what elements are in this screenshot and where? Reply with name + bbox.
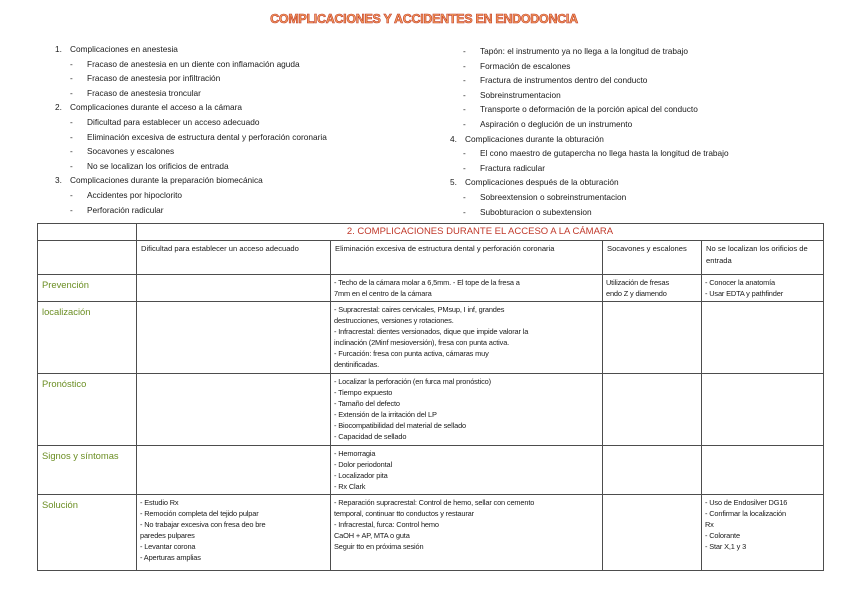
row-label: Signos y síntomas xyxy=(38,446,137,495)
cell-line: - Infracrestal: dientes versionados, dique que impide valorar la xyxy=(334,327,529,336)
table-cell xyxy=(137,495,331,571)
table-header-row xyxy=(38,241,824,275)
item-label: Accidentes por hipoclorito xyxy=(87,189,183,200)
cell-line: - Colorante xyxy=(705,531,740,540)
cell-line: dentinificadas. xyxy=(334,360,379,369)
cell-line: - Remoción completa del tejido pulpar xyxy=(140,509,259,518)
table-row xyxy=(38,275,824,302)
table-cell xyxy=(702,374,824,446)
cell-line: - Estudio Rx xyxy=(140,498,179,507)
item-label: Dificultad para establecer un acceso adecuado xyxy=(87,116,260,127)
bullet-dash: - xyxy=(463,75,466,86)
cell-line: - Localizar la perforación (en furca mal pronóstico) xyxy=(334,377,491,386)
section-number: 4. xyxy=(450,133,457,144)
item-label: Formación de escalones xyxy=(480,60,571,71)
outline-section xyxy=(50,100,327,115)
cell-line: - Techo de la cámara molar a 6,5mm. - El tope de la fresa a xyxy=(334,278,520,287)
cell-line: inclinación (2Minf mesioversión), fresa con punta activa. xyxy=(334,338,510,347)
outline-item xyxy=(445,146,729,161)
bullet-dash: - xyxy=(70,160,73,171)
outline-section xyxy=(50,42,327,57)
cell-line: - Supracrestal: caires cervicales, PMsup, I inf, grandes xyxy=(334,305,505,314)
outline-item xyxy=(50,115,327,130)
table-cell xyxy=(702,495,824,571)
table-cell xyxy=(603,302,702,374)
table-title: 2. COMPLICACIONES DURANTE EL ACCESO A LA CÁMARA xyxy=(137,224,824,241)
table-cell xyxy=(603,374,702,446)
outline-item xyxy=(50,86,327,101)
cell-line: destrucciones, versiones y rotaciones. xyxy=(334,316,454,325)
outline-item xyxy=(50,144,327,159)
cell-line: - Reparación supracrestal: Control de hemo, sellar con cemento xyxy=(334,498,535,507)
bullet-dash: - xyxy=(70,73,73,84)
section-label: Complicaciones durante el acceso a la cámara xyxy=(70,102,243,113)
item-label: Fracaso de anestesia por infiltración xyxy=(87,73,221,84)
bullet-dash: - xyxy=(70,204,73,215)
table-corner xyxy=(38,224,137,241)
table-cell xyxy=(137,275,331,302)
outline-item xyxy=(50,57,327,72)
cell-line: - Conocer la anatomía xyxy=(705,278,775,287)
cell-line: - Rx Clark xyxy=(334,482,366,491)
table-cell xyxy=(603,446,702,495)
cell-line: CaOH + AP, MTA o guta xyxy=(334,531,410,540)
outline-item xyxy=(445,59,729,74)
outline-item xyxy=(445,117,729,132)
item-label: Fracaso de anestesia troncular xyxy=(87,87,201,98)
bullet-dash: - xyxy=(463,89,466,100)
item-label: Subobturacion o subextension xyxy=(480,206,592,217)
outline-item xyxy=(445,190,729,205)
header-dificultad: Dificultad para establecer un acceso adecuado xyxy=(137,241,331,275)
table-cell xyxy=(137,446,331,495)
section-label: Complicaciones en anestesia xyxy=(70,44,178,54)
bullet-dash: - xyxy=(463,148,466,159)
header-orificios: No se localizan los orificios de entrada xyxy=(702,241,824,275)
cell-line: temporal, continuar tto conductos y restaurar xyxy=(334,509,474,518)
table-row xyxy=(38,302,824,374)
header-corner xyxy=(38,241,137,275)
outline-left xyxy=(50,42,327,217)
cell-line: Rx xyxy=(705,520,714,529)
item-label: Fracaso de anestesia en un diente con inflamación aguda xyxy=(87,58,300,69)
section-label: Complicaciones durante la preparación biomecánica xyxy=(70,175,263,186)
item-label: Fractura de instrumentos dentro del conducto xyxy=(480,75,648,86)
outline-item xyxy=(445,161,729,176)
item-label: Fractura radicular xyxy=(480,162,546,173)
table-cell xyxy=(702,302,824,374)
bullet-dash: - xyxy=(463,118,466,129)
item-label: Eliminación excesiva de estructura dental y perforación coronaria xyxy=(87,131,327,142)
cell-line: - Tiempo expuesto xyxy=(334,388,393,397)
outline-section xyxy=(445,132,729,147)
outline-right xyxy=(445,44,729,219)
item-label: Sobreextension o sobreinstrumentacion xyxy=(480,191,627,202)
item-label: El cono maestro de gutapercha no llega hasta la longitud de trabajo xyxy=(480,148,729,159)
cell-line: - Uso de Endosilver DG16 xyxy=(705,498,788,507)
cell-line: Seguir tto en próxima sesión xyxy=(334,542,424,551)
table-cell xyxy=(331,495,603,571)
item-label: Aspiración o deglución de un instrumento xyxy=(480,118,633,129)
table-row xyxy=(38,495,824,571)
section-label: Complicaciones durante la obturación xyxy=(465,133,604,144)
table-cell xyxy=(331,374,603,446)
item-label: Transporte o deformación de la porción apical del conducto xyxy=(480,104,698,115)
bullet-dash: - xyxy=(70,131,73,142)
table-cell xyxy=(331,446,603,495)
item-label: No se localizan los orificios de entrada xyxy=(87,160,229,171)
cell-line: Utilización de fresas xyxy=(606,278,669,287)
cell-line: - Confirmar la localización xyxy=(705,509,786,518)
header-eliminacion: Eliminación excesiva de estructura dental y perforación coronaria xyxy=(331,241,603,275)
outline-item xyxy=(445,88,729,103)
section-number: 3. xyxy=(55,175,62,186)
bullet-dash: - xyxy=(463,46,466,56)
bullet-dash: - xyxy=(70,87,73,98)
table-cell xyxy=(603,275,702,302)
table-title-row xyxy=(38,224,824,241)
bullet-dash: - xyxy=(70,189,73,200)
cell-line: - Levantar corona xyxy=(140,542,196,551)
cell-line: - Infracrestal, furca: Control hemo xyxy=(334,520,439,529)
table-cell xyxy=(137,302,331,374)
table-row xyxy=(38,446,824,495)
outline-section xyxy=(445,175,729,190)
bullet-dash: - xyxy=(463,191,466,202)
cell-line: - Dolor periodontal xyxy=(334,460,392,469)
cell-line: - Aperturas amplias xyxy=(140,553,201,562)
bullet-dash: - xyxy=(463,60,466,71)
item-label: Socavones y escalones xyxy=(87,146,175,157)
table-cell xyxy=(137,374,331,446)
row-label: Pronóstico xyxy=(38,374,137,446)
cell-line: paredes pulpares xyxy=(140,531,195,540)
cell-line: - Capacidad de sellado xyxy=(334,432,407,441)
header-socavones: Socavones y escalones xyxy=(603,241,702,275)
cell-line: - Star X,1 y 3 xyxy=(705,542,747,551)
page-title: COMPLICACIONES Y ACCIDENTES EN ENDODONCIA xyxy=(270,12,578,26)
cell-line: 7mm en el centro de la cámara xyxy=(334,289,432,298)
bullet-dash: - xyxy=(70,58,73,69)
table-cell xyxy=(331,275,603,302)
table-cell xyxy=(331,302,603,374)
outline-item xyxy=(50,203,327,218)
item-label: Tapón: el instrumento ya no llega a la longitud de trabajo xyxy=(480,46,689,56)
bullet-dash: - xyxy=(463,104,466,115)
table-cell xyxy=(702,275,824,302)
outline-item xyxy=(50,159,327,174)
cell-line: - Extensión de la irritación del LP xyxy=(334,410,437,419)
row-label: Prevención xyxy=(38,275,137,302)
section-label: Complicaciones después de la obturación xyxy=(465,177,619,188)
bullet-dash: - xyxy=(70,146,73,157)
outline-item xyxy=(50,71,327,86)
section-number: 2. xyxy=(55,102,62,113)
section-number: 1. xyxy=(55,44,62,54)
table-row xyxy=(38,374,824,446)
cell-line: - Biocompatibilidad del material de sellado xyxy=(334,421,466,430)
outline-item xyxy=(445,73,729,88)
outline-section xyxy=(50,173,327,188)
row-label: localización xyxy=(38,302,137,374)
bullet-dash: - xyxy=(70,116,73,127)
outline-item xyxy=(445,205,729,220)
section-number: 5. xyxy=(450,177,457,188)
cell-line: - No trabajar excesiva con fresa deo bre xyxy=(140,520,266,529)
cell-line: - Hemorragia xyxy=(334,449,376,458)
outline-item xyxy=(445,102,729,117)
cell-line: - Furcación: fresa con punta activa, cámaras muy xyxy=(334,349,489,358)
access-complications-table xyxy=(37,223,824,571)
cell-line: - Tamaño del defecto xyxy=(334,399,400,408)
cell-line: - Usar EDTA y pathfinder xyxy=(705,289,783,298)
outline-item xyxy=(50,130,327,145)
item-label: Perforación radicular xyxy=(87,204,164,215)
table-cell xyxy=(702,446,824,495)
bullet-dash: - xyxy=(463,206,466,217)
cell-line: - Localizador pita xyxy=(334,471,388,480)
outline-item xyxy=(50,188,327,203)
outline-item xyxy=(445,44,729,59)
bullet-dash: - xyxy=(463,162,466,173)
table-cell xyxy=(603,495,702,571)
cell-line: endo Z y diamendo xyxy=(606,289,667,298)
item-label: Sobreinstrumentacion xyxy=(480,89,561,100)
row-label: Solución xyxy=(38,495,137,571)
